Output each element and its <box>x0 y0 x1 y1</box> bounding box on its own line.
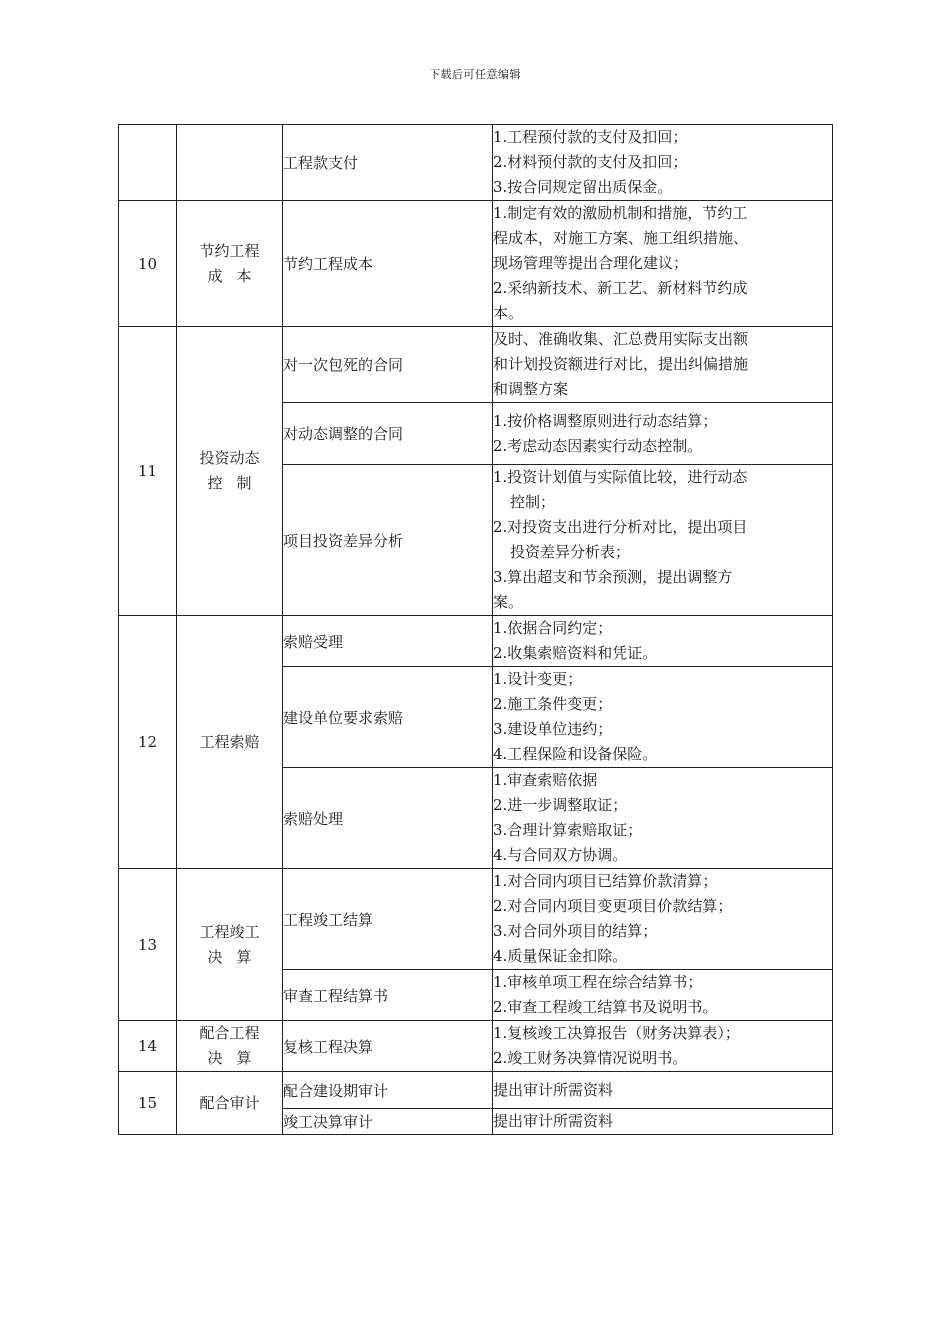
row-number: 14 <box>119 1021 177 1072</box>
item-name: 工程款支付 <box>283 125 493 201</box>
description-line: 提出审计所需资料 <box>493 1112 614 1130</box>
category-text: 工程索赔 <box>199 732 260 751</box>
description-line: 案。 <box>493 593 524 611</box>
item-name: 对一次包死的合同 <box>283 327 493 403</box>
description-line: 1.审查索赔依据 <box>493 771 598 789</box>
table-row <box>119 1021 833 1072</box>
category-text: 成本 <box>207 266 266 285</box>
category-cell <box>177 201 283 327</box>
description-line: 及时、准确收集、汇总费用实际支出额 <box>493 330 749 348</box>
description-line: 和计划投资额进行对比，提出纠偏措施 <box>493 355 749 373</box>
item-description <box>493 465 833 616</box>
item-description <box>493 869 833 970</box>
description-line: 本。 <box>493 304 524 322</box>
table-row <box>119 125 833 201</box>
item-description <box>493 125 833 201</box>
description-line: 控制； <box>510 493 556 511</box>
item-name: 项目投资差异分析 <box>283 465 493 616</box>
description-line: 2.收集索赔资料和凭证。 <box>493 644 658 662</box>
description-line: 3.按合同规定留出质保金。 <box>493 178 673 196</box>
item-description <box>493 768 833 869</box>
category-text: 决算 <box>207 947 266 966</box>
page-header: 下载后可任意编辑 <box>429 68 521 81</box>
item-name: 索赔处理 <box>283 768 493 869</box>
item-description <box>493 667 833 768</box>
category-text: 节约工程 <box>199 241 260 260</box>
description-line: 1.审核单项工程在综合结算书； <box>493 973 703 991</box>
description-line: 投资差异分析表； <box>510 543 631 561</box>
description-line: 1.设计变更； <box>493 670 583 688</box>
category-text: 决算 <box>207 1049 266 1067</box>
item-name: 建设单位要求索赔 <box>283 667 493 768</box>
description-line: 4.质量保证金扣除。 <box>493 947 628 965</box>
table-row <box>119 1072 833 1109</box>
description-line: 3.算出超支和节余预测，提出调整方 <box>493 568 733 586</box>
description-line: 1.复核竣工决算报告（财务决算表）； <box>493 1024 740 1042</box>
item-name: 审查工程结算书 <box>283 970 493 1021</box>
description-line: 2.考虑动态因素实行动态控制。 <box>493 436 703 455</box>
category-cell <box>177 1021 283 1072</box>
item-name: 对动态调整的合同 <box>283 403 493 465</box>
description-line: 程成本，对施工方案、施工组织措施、 <box>493 229 749 247</box>
description-line: 和调整方案 <box>493 380 569 398</box>
work-items-table <box>118 124 833 1135</box>
description-line: 现场管理等提出合理化建议； <box>493 254 689 272</box>
description-line: 1.工程预付款的支付及扣回； <box>493 128 688 146</box>
description-line: 2.审查工程竣工结算书及说明书。 <box>493 998 718 1016</box>
description-line: 1.按价格调整原则进行动态结算； <box>493 411 718 430</box>
category-cell <box>177 616 283 869</box>
description-line: 2.对投资支出进行分析对比，提出项目 <box>493 518 748 536</box>
category-cell <box>177 1072 283 1135</box>
category-text: 控制 <box>207 474 266 492</box>
description-line: 4.与合同双方协调。 <box>493 846 628 864</box>
item-name: 复核工程决算 <box>283 1021 493 1072</box>
table-row <box>119 327 833 403</box>
category-text: 配合审计 <box>199 1093 260 1112</box>
table-row <box>119 869 833 970</box>
item-description <box>493 403 833 465</box>
item-description <box>493 201 833 327</box>
table-row <box>119 201 833 327</box>
item-description <box>493 616 833 667</box>
description-line: 2.竣工财务决算情况说明书。 <box>493 1049 688 1067</box>
category-text: 配合工程 <box>199 1024 260 1042</box>
item-name: 工程竣工结算 <box>283 869 493 970</box>
row-number: 13 <box>119 869 177 1021</box>
description-line: 提出审计所需资料 <box>493 1080 614 1099</box>
category-cell <box>177 125 283 201</box>
category-text: 工程竣工 <box>199 922 260 941</box>
description-line: 2.材料预付款的支付及扣回； <box>493 153 688 171</box>
row-number: 15 <box>119 1072 177 1135</box>
description-line: 3.建设单位违约； <box>493 720 613 738</box>
description-line: 1.对合同内项目已结算价款清算； <box>493 872 718 890</box>
description-line: 4.工程保险和设备保险。 <box>493 745 658 763</box>
item-name: 节约工程成本 <box>283 201 493 327</box>
description-line: 2.对合同内项目变更项目价款结算； <box>493 897 733 915</box>
description-line: 2.进一步调整取证； <box>493 796 628 814</box>
description-line: 1.依据合同约定； <box>493 619 613 637</box>
category-cell <box>177 327 283 616</box>
row-number: 12 <box>119 616 177 869</box>
item-name: 配合建设期审计 <box>283 1072 493 1109</box>
table-row <box>119 616 833 667</box>
description-line: 1.制定有效的激励机制和措施，节约工 <box>493 204 748 222</box>
item-description <box>493 327 833 403</box>
description-line: 2.施工条件变更； <box>493 695 613 713</box>
item-description <box>493 1021 833 1072</box>
item-name: 索赔受理 <box>283 616 493 667</box>
description-line: 1.投资计划值与实际值比较，进行动态 <box>493 468 748 486</box>
item-description <box>493 1072 833 1109</box>
row-number <box>119 125 177 201</box>
description-line: 3.对合同外项目的结算； <box>493 922 658 940</box>
description-line: 2.采纳新技术、新工艺、新材料节约成 <box>493 279 748 297</box>
item-description <box>493 970 833 1021</box>
item-name: 竣工决算审计 <box>283 1109 493 1135</box>
row-number: 10 <box>119 201 177 327</box>
row-number: 11 <box>119 327 177 616</box>
item-description <box>493 1109 833 1135</box>
category-cell <box>177 869 283 1021</box>
description-line: 3.合理计算索赔取证； <box>493 821 643 839</box>
category-text: 投资动态 <box>199 449 260 467</box>
